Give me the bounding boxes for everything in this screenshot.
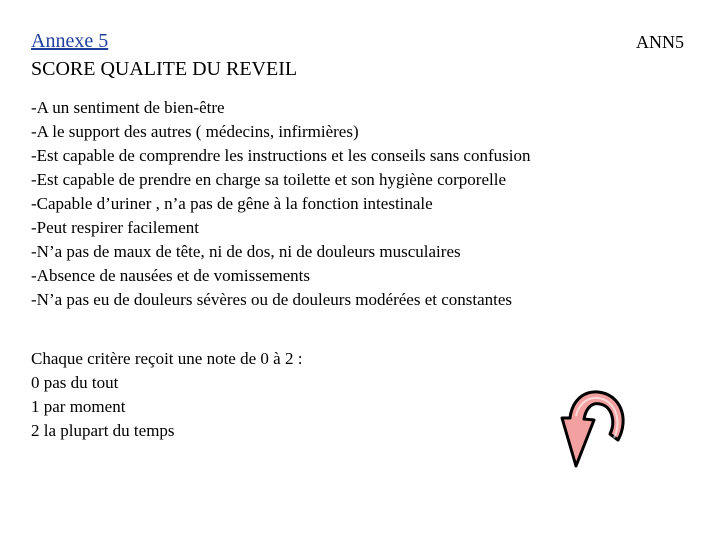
annex-code: ANN5 [636, 32, 684, 52]
criterion-item: -Capable d’uriner , n’a pas de gêne à la fonction intestinale [31, 194, 433, 213]
criterion-item: -Est capable de comprendre les instructions et les conseils sans confusion [31, 146, 531, 165]
criteria-list [31, 96, 530, 312]
page-subtitle: SCORE QUALITE DU REVEIL [31, 58, 298, 80]
criterion-item: -Est capable de prendre en charge sa toilette et son hygiène corporelle [31, 170, 507, 189]
criterion-item: -Peut respirer facilement [31, 218, 200, 237]
curved-return-arrow-icon[interactable] [560, 388, 634, 470]
criterion-item: -A le support des autres ( médecins, infirmières) [31, 122, 359, 141]
criterion-item: -N’a pas eu de douleurs sévères ou de douleurs modérées et constantes [31, 290, 513, 309]
scoring-level: 1 par moment [31, 397, 126, 416]
annex-title-link[interactable]: Annexe 5 [31, 30, 109, 52]
scoring-legend [31, 347, 302, 443]
criterion-item: -N’a pas de maux de tête, ni de dos, ni de douleurs musculaires [31, 242, 461, 261]
scoring-level: 2 la plupart du temps [31, 421, 175, 440]
scoring-level: 0 pas du tout [31, 373, 119, 392]
criterion-item: -Absence de nausées et de vomissements [31, 266, 310, 285]
scoring-intro: Chaque critère reçoit une note de 0 à 2 : [31, 349, 303, 368]
criterion-item: -A un sentiment de bien-être [31, 98, 225, 117]
